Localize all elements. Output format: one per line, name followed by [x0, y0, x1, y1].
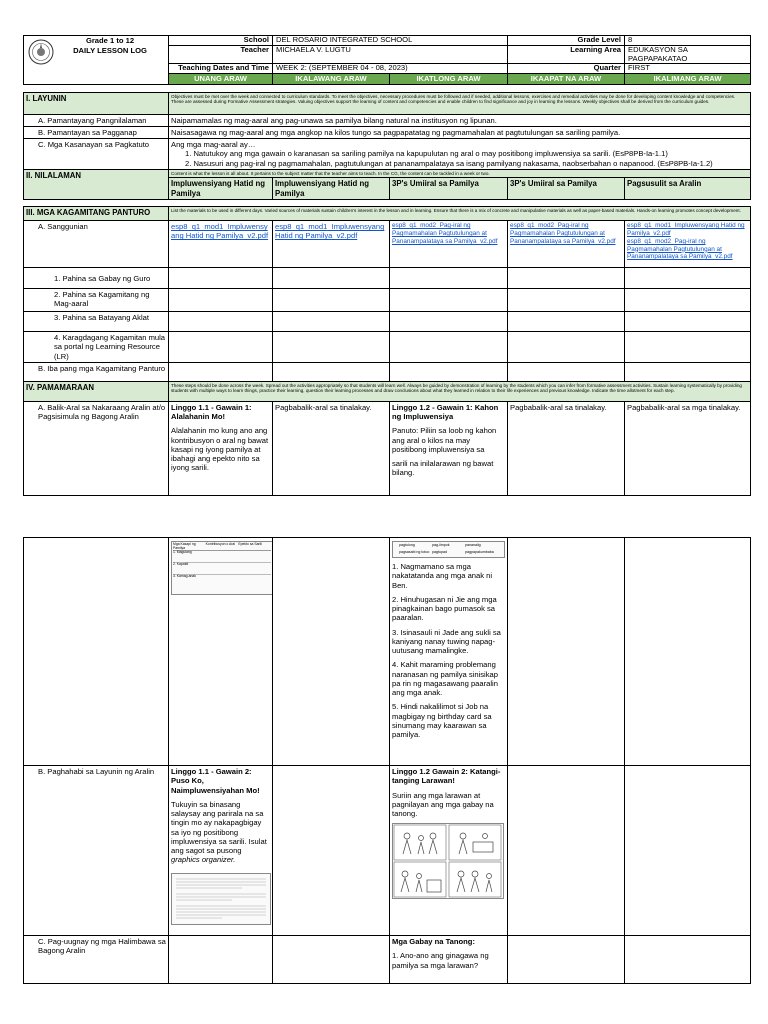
word-box-item: pananalig — [465, 543, 481, 547]
kagamitan-mag-aaral-label: 2. Pahina sa Kagamitang ng Mag-aaral — [24, 289, 169, 312]
pamantayan-pagganap-label: B. Pamantayan sa Pagganap — [24, 126, 169, 138]
day-header-2: IKALAWANG ARAW — [273, 74, 390, 84]
day-header-3: IKATLONG ARAW — [390, 74, 508, 84]
mini-table-row-3: 3. Kamag-anak — [173, 574, 196, 579]
sanggunian-link-day-5-b[interactable]: esp8_q1_mod2_Pag-iral ng Pagmamahalan Pagtutulungan at Pananampalataya sa Pamilya_v2.pdf — [627, 237, 733, 261]
continuation-row — [24, 538, 751, 766]
paghahabi-label: B. Paghahabi sa Layunin ng Aralin — [24, 766, 169, 936]
nilalaman-day-2: Impluwensiyang Hatid ng Pamilya — [273, 178, 390, 200]
nilalaman-row — [24, 169, 751, 177]
sanggunian-link-day-5-a[interactable]: esp8_q1_mod1_Impluwensyang Hatid ng Pamilya_v2.pdf — [627, 222, 745, 238]
kahon-item-5: 5. Hindi nakalilimot si Job na magbigay ng birthday card sa sinumang may kaarawan sa pamilya. — [392, 702, 492, 739]
kasanayan-intro: Ang mga mag-aaral ay… — [171, 140, 256, 150]
lesson-log-page-1 — [23, 35, 750, 496]
sanggunian-link-day-3[interactable]: esp8_q1_mod2_Pag-iral ng Pagmamahalan Pagtutulungan at Pananampalataya sa Pamilya_v2.pdf — [390, 221, 508, 268]
pag-uugnay-row — [24, 936, 751, 984]
balik-aral-day-5: Pagbabalik-aral sa mga tinalakay. — [625, 401, 751, 495]
balik-aral-day-1 — [169, 401, 273, 495]
layunin-title: I. LAYUNIN — [24, 92, 169, 114]
pag-uugnay-label: C. Pag-uugnay ng mga Halimbawa sa Bagong Aralin — [24, 936, 169, 984]
word-box-item: pag-iimpok — [432, 543, 450, 547]
grade-level-value: 8 — [625, 36, 751, 46]
school-label: School — [169, 36, 273, 46]
nilalaman-title: II. NILALAMAN — [24, 169, 169, 199]
word-box-item: pagsasabi ng totoo — [399, 549, 430, 554]
kontribusyon-table-thumbnail — [171, 541, 273, 595]
nilalaman-day-5: Pagsusulit sa Aralin — [625, 178, 751, 200]
gabay-guro-row — [24, 268, 751, 289]
grades-label: Grade 1 to 12 — [85, 36, 135, 45]
paghahabi-day-3 — [390, 766, 508, 936]
grade-level-label: Grade Level — [508, 36, 625, 46]
mini-table-row-2: 2. Kapatid — [173, 563, 271, 575]
dates-label: Teaching Dates and Time — [169, 64, 273, 74]
sanggunian-link-day-4[interactable]: esp8_q1_mod2_Pag-iral ng Pagmamahalan Pagtutulungan at Pananampalataya sa Pamilya_v2.pdf — [508, 221, 625, 268]
deped-seal-icon — [28, 39, 54, 65]
continuation-day-3 — [390, 538, 508, 766]
dll-table-1 — [23, 35, 751, 496]
balik-aral-day-1-text: Alalahanin mo kung ano ang kontribusyon o aral ng bawat kasapi ng iyong pamilya at ibahagi ang epekto nito sa iyong sarili. — [171, 426, 269, 473]
batayang-aklat-label: 3. Pahina sa Batayang Aklat — [24, 312, 169, 332]
teacher-label: Teacher — [169, 46, 273, 64]
header-row-1 — [24, 36, 751, 46]
paghahabi-day-1 — [169, 766, 273, 936]
pamantayang-pangnilalaman-row — [24, 114, 751, 126]
kahon-item-3: 3. Isinasauli ni Jade ang sukli sa kaniyang nanay tuwing napag-uutusang mamalingke. — [392, 627, 501, 655]
paghahabi-day-1-instructions — [171, 800, 270, 865]
pamantayang-pangnilalaman-text: Naipamamalas ng mag-aaral ang pag-unawa sa pamilya bilang natural na institusyon ng lipunan. — [169, 114, 751, 126]
lesson-log-page-2 — [23, 537, 750, 984]
lr-portal-row — [24, 332, 751, 363]
word-box-item: pagtulong — [399, 543, 415, 547]
gabay-na-tanong-title: Mga Gabay na Tanong: — [392, 937, 475, 946]
nilalaman-day-1: Impluwensiyang Hatid ng Pamilya — [169, 178, 273, 200]
kasanayan-row — [24, 139, 751, 170]
kagamitan-row — [24, 207, 751, 221]
sanggunian-links-day-5 — [625, 221, 751, 268]
salaysay-text-thumbnail — [171, 873, 271, 925]
balik-aral-day-1-title: Linggo 1.1 - Gawain 1: Alalahanin Mo! — [171, 402, 252, 422]
dll-table-2 — [23, 537, 751, 984]
balik-aral-day-3-text-1: Panuto: Piliin sa loob ng kahon ang aral o kilos na may positibong impluwensiya sa — [392, 426, 497, 454]
paghahabi-row — [24, 766, 751, 936]
day-header-1: UNANG ARAW — [169, 74, 273, 84]
balik-aral-day-2: Pagbabalik-aral sa tinalakay. — [273, 401, 390, 495]
kasanayan-item-1: 1. Natutukoy ang mga gawain o karanasan sa sariling pamilya na kapupulutan ng aral o may positibong impluwensiya sa sarili. (EsP8PB-Ia-1.1) — [185, 149, 668, 159]
balik-aral-label: A. Balik-Aral sa Nakaraang Aralin at/o Pagsisimula ng Bagong Aralin — [24, 401, 169, 495]
nilalaman-day-3: 3P's Umiiral sa Pamilya — [390, 178, 508, 200]
day-header-4: IKAAPAT NA ARAW — [508, 74, 625, 84]
pamamaraan-row — [24, 381, 751, 401]
lr-portal-label: 4. Karagdagang Kagamitan mula sa portal ng Learning Resource (LR) — [24, 332, 169, 363]
pamamaraan-note: These steps should be done across the week. Spread out the activities appropriately so that students will learn well. Always be guided by demonstration of learning by the students which you can infer from formative assessment activities. Sustain learning systematically by providing students with multiple ways to learn things, practice their learning, question their learning processes and draw conclusions about what they learned in relation to their life experiences and previous knowledge. Indicate the time allotment for each step. — [169, 381, 751, 401]
kasanayan-item-2: 2. Nasusuri ang pag-iral ng pagmamahalan, pagtutulungan at pananampalataya sa isang pamilyang nakasama, naobserbahan o napanood. (EsP8PB-Ia-1.2) — [185, 158, 713, 168]
kahon-item-4: 4. Kahit maraming problemang naranasan ng pamilya sinisikap pa rin ng magasawang paaralin ang mga anak. — [392, 660, 498, 697]
pamantayan-pagganap-text: Naisasagawa ng mag-aaral ang mga angkop na kilos tungo sa pagpapatatag ng pagmamahalan at pagtutulungan sa sariling pamilya. — [169, 126, 751, 138]
balik-aral-row — [24, 401, 751, 495]
kasanayan-label: C. Mga Kasanayan sa Pagkatuto — [24, 139, 169, 170]
pag-uugnay-day-3 — [390, 936, 508, 984]
layunin-note: Objectives must be met over the week and connected to curriculum standards. To meet the objectives, necessary procedures must be followed and if needed, additional lessons, exercises and remedial activities may be done for developing content knowledge and competencies. These are assessed during Formative Assessment strategies. Valuing objectives support the learning of content and competencies and enable children to find significance and joy in learning the lessons. Weekly objectives shall be derived from the curriculum guides. — [169, 92, 751, 114]
daily-lesson-log-title: DAILY LESSON LOG — [73, 46, 147, 55]
mini-table-header-1: Mga Kasapi ng Pamilya — [173, 542, 196, 550]
kagamitan-mag-aaral-row — [24, 289, 751, 312]
iba-pang-kagamitan-row — [24, 362, 751, 381]
school-value: DEL ROSARIO INTEGRATED SCHOOL — [273, 36, 508, 46]
dates-value: WEEK 2: (SEPTEMBER 04 - 08, 2023) — [273, 64, 508, 74]
continuation-day-1 — [169, 538, 273, 766]
pamantayan-pagganap-row — [24, 126, 751, 138]
learning-area-value: EDUKASYON SA PAGPAPAKATAO — [625, 46, 751, 64]
nilalaman-day-4: 3P's Umiiral sa Pamilya — [508, 178, 625, 200]
word-box-item: pagpapakumbaba — [465, 549, 494, 554]
paghahabi-day-3-text: Suriin ang mga larawan at pagnilayan ang mga gabay na tanong. — [392, 790, 494, 818]
kagamitan-title: III. MGA KAGAMITANG PANTURO — [24, 207, 169, 221]
gabay-guro-label: 1. Pahina sa Gabay ng Guro — [24, 268, 169, 289]
pamamaraan-title: IV. PAMAMARAAN — [24, 381, 169, 401]
balik-aral-day-4: Pagbabalik-aral sa tinalakay. — [508, 401, 625, 495]
kasanayan-cell — [169, 139, 751, 170]
quarter-label: Quarter — [508, 64, 625, 74]
paghahabi-day-1-text: Tukuyin sa binasang salaysay ang parirala na sa tingin mo ay nakapagbigay sa iyo ng positibong impluwensiya sa sarili. Isulat ang sagot sa pusong — [171, 799, 267, 855]
kahon-item-1: 1. Nagmamano sa mga nakatatanda ang mga anak ni Ben. — [392, 562, 493, 590]
sanggunian-row — [24, 221, 751, 268]
sanggunian-link-day-2[interactable]: esp8_q1_mod1_Impluwensyang Hatid ng Pamilya_v2.pdf — [273, 221, 390, 268]
pamantayang-pangnilalaman-label: A. Pamantayang Pangnilalaman — [24, 114, 169, 126]
kahon-item-2: 2. Hinuhugasan ni Jie ang mga pinagkainan bago pumasok sa paaralan. — [392, 594, 497, 623]
learning-area-label: Learning Area — [508, 46, 625, 64]
sanggunian-link-day-1[interactable]: esp8_q1_mod1_Impluwensyang Hatid ng Pamilya_v2.pdf — [169, 221, 273, 268]
balik-aral-day-3-title: Linggo 1.2 - Gawain 1: Kahon ng Impluwensiya — [392, 402, 499, 422]
layunin-row — [24, 92, 751, 114]
mini-table-row-1: 1. Magulang — [173, 551, 271, 563]
kagamitan-note: List the materials to be used in different days. Varied sources of materials sustain children's interest in the lesson and in learning. Ensure that there is a mix of concrete and manipulative materials as well as paper-based materials. Hands-on learning promotes concept development. — [169, 207, 751, 221]
batayang-aklat-row — [24, 312, 751, 332]
family-pictures-thumbnail — [392, 823, 504, 899]
paghahabi-day-3-title: Linggo 1.2 Gawain 2: Katangi-tanging Larawan! — [392, 767, 501, 786]
balik-aral-day-3-text-2: sarili na inilalarawan ng bawat bilang. — [392, 459, 494, 478]
header-logo-title-cell — [24, 36, 169, 85]
iba-pang-kagamitan-label: B. Iba pang mga Kagamitang Panturo — [24, 362, 169, 381]
sanggunian-label: A. Sanggunian — [24, 221, 169, 268]
word-box-item: pagtupad — [432, 549, 447, 554]
gabay-na-tanong-1: 1. Ano-ano ang ginagawa ng pamilya sa mga larawan? — [392, 951, 489, 970]
paghahabi-day-1-title: Linggo 1.1 - Gawain 2: Puso Ko, Naimpluwensiyahan Mo! — [171, 767, 260, 795]
mini-table-header-3: Epekto sa Sarili — [238, 542, 262, 546]
day-header-5: IKALIMANG ARAW — [625, 74, 751, 84]
teacher-value: MICHAELA V. LUGTU — [273, 46, 508, 64]
graphics-organizer-text: graphics organizer. — [171, 855, 236, 865]
kahon-word-box — [392, 541, 505, 558]
quarter-value: FIRST — [625, 64, 751, 74]
balik-aral-day-3 — [390, 401, 508, 495]
mini-table-header-2: Kontribusyon o Aral — [205, 542, 236, 546]
nilalaman-note: Content is what the lesson is all about. It pertains to the subject matter that the teacher aims to teach. In the CG, the content can be tackled in a week or two. — [169, 169, 751, 177]
